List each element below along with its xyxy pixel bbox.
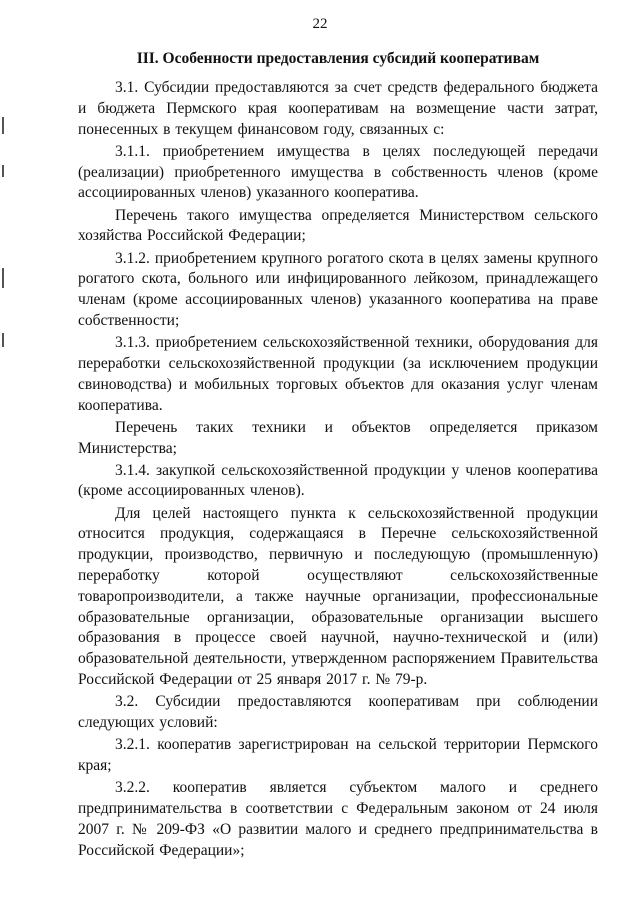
paragraph-product-definition: Для целей настоящего пункта к сельскохозяйственной продукции относится продукция, содержащаяся в Перечне сельскохозяйственной продукции, производство, первичную и последующую (промышленную) переработку которой осуществляют сельскохозяйственные товаропроизводители, а также научные организации, профессиональные образовательные организации, образовательные организации высшего образования в процессе своей научной, научно-технической и (или) образовательной деятельности, утвержденном распоряжением Правительства Российской Федерации от 25 января 2017 г. № 79-р. [78, 504, 598, 689]
scan-margin-mark [2, 333, 4, 347]
paragraph-3-1-1: 3.1.1. приобретением имущества в целях последующей передачи (реализации) приобретенного имущества в собственность членов (кроме ассоциированных членов) указанного кооператива. [78, 142, 598, 202]
paragraph-3-1-2: 3.1.2. приобретением крупного рогатого скота в целях замены крупного рогатого скота, больного или инфицированного лейкозом, принадлежащего членам (кроме ассоциированных членов) указанного кооператива на праве собственности; [78, 249, 598, 329]
section-title: III. Особенности предоставления субсидий кооперативам [136, 50, 540, 67]
paragraph-3-1-3: 3.1.3. приобретением сельскохозяйственной техники, оборудования для переработки сельскохозяйственной продукции (за исключением продукции свиноводства) и мобильных торговых объектов для оказания услуг членам кооператива. [78, 334, 598, 414]
paragraph-equipment-list: Перечень таких техники и объектов определяется приказом Министерства; [78, 418, 598, 457]
scan-margin-mark [2, 268, 4, 288]
paragraph-3-2: 3.2. Субсидии предоставляются кооперативам при соблюдении следующих условий: [78, 693, 598, 732]
document-body [78, 78, 598, 861]
scan-margin-mark [2, 117, 4, 134]
page-number: 22 [312, 16, 328, 32]
paragraph-3-2-1: 3.2.1. кооператив зарегистрирован на сельской территории Пермского края; [78, 736, 598, 775]
scan-margin-mark [2, 165, 4, 177]
paragraph-property-list: Перечень такого имущества определяется Министерством сельского хозяйства Российской Федерации; [78, 206, 598, 245]
paragraph-3-2-2: 3.2.2. кооператив является субъектом малого и среднего предпринимательства в соответствии с Федеральным законом от 24 июля 2007 г. № 209-ФЗ «О развитии малого и среднего предпринимательства в Российской Федерации»; [78, 779, 598, 859]
paragraph-3-1-4: 3.1.4. закупкой сельскохозяйственной продукции у членов кооператива (кроме ассоциированных членов). [78, 461, 598, 500]
paragraph-3-1: 3.1. Субсидии предоставляются за счет средств федерального бюджета и бюджета Пермского края кооперативам на возмещение части затрат, понесенных в текущем финансовом году, связанных с: [78, 79, 598, 138]
